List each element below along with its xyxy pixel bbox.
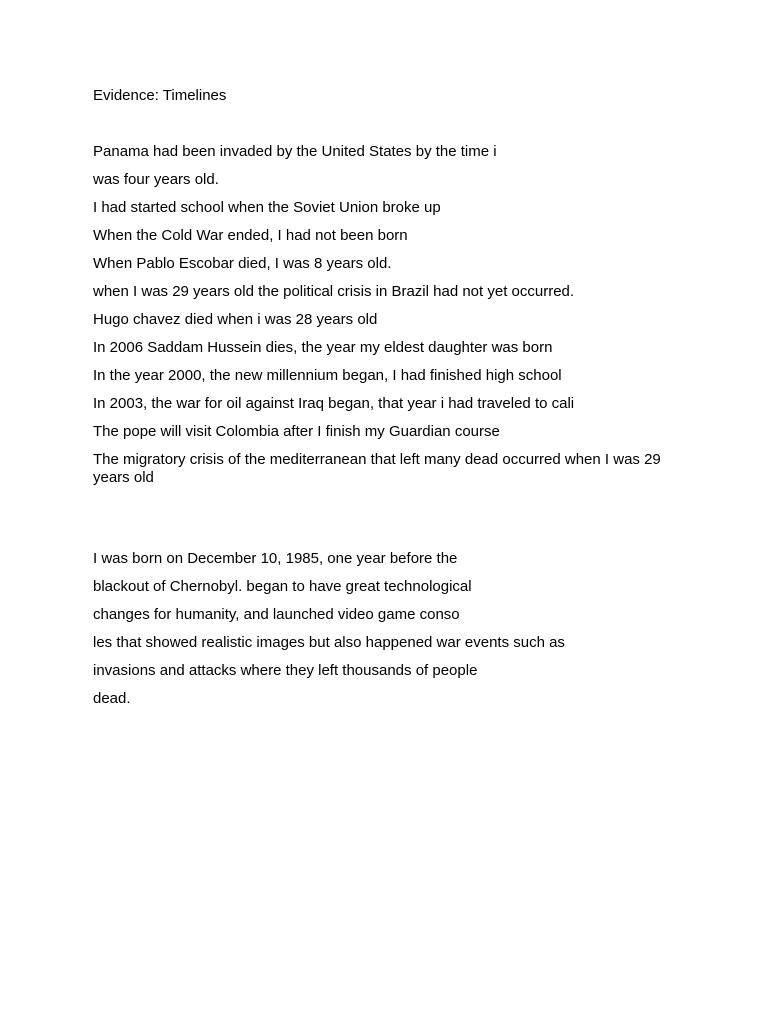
narrative-line: dead. xyxy=(93,690,131,707)
timeline-section xyxy=(93,143,693,497)
narrative-line: changes for humanity, and launched video game conso xyxy=(93,606,460,623)
narrative-line: blackout of Chernobyl. began to have great technological xyxy=(93,578,472,595)
timeline-line: When Pablo Escobar died, I was 8 years old. xyxy=(93,255,392,272)
narrative-line: invasions and attacks where they left thousands of people xyxy=(93,662,478,679)
timeline-line: In the year 2000, the new millennium began, I had finished high school xyxy=(93,367,562,384)
timeline-line: The migratory crisis of the mediterranean that left many dead occurred when I was 29 years old xyxy=(93,451,661,486)
timeline-line: Panama had been invaded by the United States by the time i xyxy=(93,143,497,160)
timeline-line: In 2003, the war for oil against Iraq began, that year i had traveled to cali xyxy=(93,395,575,412)
narrative-section xyxy=(93,550,693,718)
timeline-line: I had started school when the Soviet Union broke up xyxy=(93,199,441,216)
timeline-line: when I was 29 years old the political crisis in Brazil had not yet occurred. xyxy=(93,283,575,300)
narrative-line: les that showed realistic images but also happened war events such as xyxy=(93,634,565,651)
timeline-line: was four years old. xyxy=(93,171,219,188)
document-title: Evidence: Timelines xyxy=(93,87,227,104)
timeline-line: Hugo chavez died when i was 28 years old xyxy=(93,311,378,328)
timeline-line: The pope will visit Colombia after I finish my Guardian course xyxy=(93,423,500,440)
narrative-line: I was born on December 10, 1985, one year before the xyxy=(93,550,458,567)
timeline-line: In 2006 Saddam Hussein dies, the year my eldest daughter was born xyxy=(93,339,553,356)
timeline-line: When the Cold War ended, I had not been born xyxy=(93,227,408,244)
